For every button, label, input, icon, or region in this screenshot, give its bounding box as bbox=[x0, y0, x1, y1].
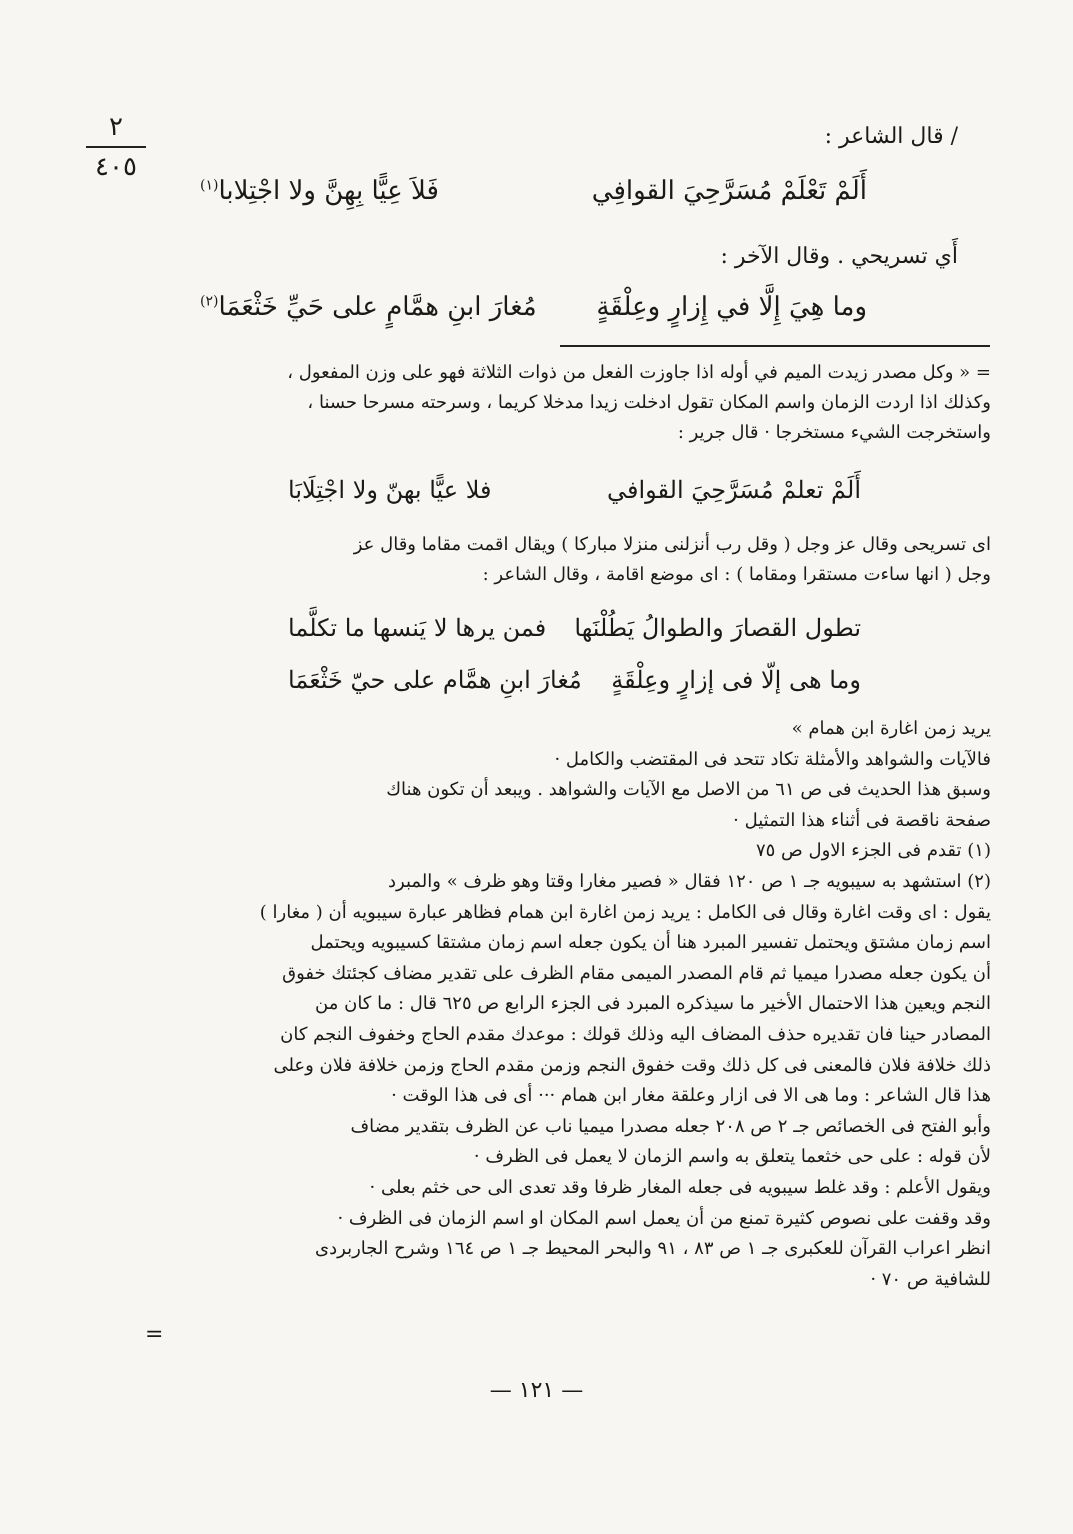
footnote-line: وقد وقفت على نصوص كثيرة تمنع من أن يعمل اسم المكان او اسم الزمان فى الظرف · bbox=[337, 1207, 991, 1229]
footnote-paragraph-2 bbox=[150, 530, 991, 590]
footnote-line: يريد زمن اغارة ابن همام » bbox=[791, 718, 991, 739]
footnote-verse-1-left: فلا عيًّا بهنّ ولا اجْتِلَابَا bbox=[288, 476, 492, 504]
footnote-line: وسبق هذا الحديث فى ص ٦١ من الاصل مع الآيات والشواهد . ويبعد أن تكون هناك bbox=[386, 779, 991, 801]
footnote-line: فالآيات والشواهد والأمثلة تكاد تتحد فى المقتضب والكامل · bbox=[554, 748, 991, 770]
footnote-line: المصادر حينا فان تقديره حذف المضاف اليه وذلك قولك : موعدك مقدم الحاج وخفوف النجم كان bbox=[280, 1023, 991, 1045]
footnote-line: لأن قوله : على حى خثعما يتعلق به واسم الزمان لا يعمل فى الظرف · bbox=[473, 1146, 991, 1168]
footnote-line: = « وكل مصدر زيدت الميم في أوله اذا جاوزت الفعل من ذوات الثلاثة فهو على وزن المفعول ، bbox=[287, 362, 991, 383]
footnote-verse-2-left: فمن يرها لا يَنسها ما تكلَّما bbox=[288, 614, 547, 642]
margin-fraction-rule bbox=[86, 146, 146, 148]
margin-page-reference bbox=[78, 112, 154, 182]
footnote-verse-3-right: وما هى إلّا فى إزارٍ وعِلْقَةٍ bbox=[611, 666, 861, 694]
footnote-line: النجم ويعين هذا الاحتمال الأخير ما سيذكره المبرد فى الجزء الرابع ص ٦٢٥ قال : ما كان من bbox=[315, 993, 991, 1015]
footnote-line: اى تسريحى وقال عز وجل ( وقل رب أنزلنى منزلا مباركا ) ويقال اقمت مقاما وقال عز bbox=[353, 534, 991, 555]
verse-1-note: (١) bbox=[200, 177, 219, 194]
footnote-line: (٢) استشهد به سيبويه جـ ١ ص ١٢٠ فقال « فصير مغارا وقتا وهو ظرف » والمبرد bbox=[388, 870, 991, 892]
verse-2-hemistich-left-wrap bbox=[200, 292, 537, 322]
transition-line: أَي تسريحي . وقال الآخر : bbox=[720, 244, 958, 269]
footnote-verse-2-right: تطول القصارَ والطوالُ يَطُلْنَها bbox=[574, 614, 861, 642]
footnote-verse-2 bbox=[288, 614, 861, 642]
footnote-line: للشافية ص ٧٠ · bbox=[870, 1268, 991, 1290]
footnote-line: يقول : اى وقت اغارة وقال فى الكامل : يريد زمن اغارة ابن همام فظاهر عبارة سيبويه أن ( مغارا ) bbox=[259, 901, 991, 923]
footnote-verse-3-left: مُغارَ ابنِ همَّام على حيّ خَثْعَمَا bbox=[288, 666, 582, 694]
footnote-paragraph-3 bbox=[150, 714, 991, 1295]
verse-1-hemistich-left-wrap bbox=[200, 176, 439, 206]
footnote-verse-1 bbox=[288, 476, 861, 504]
footnote-line: أن يكون جعله مصدرا ميميا ثم قام المصدر الميمى مقام الظرف على تقدير مضاف كجئتك خفوق bbox=[282, 962, 991, 984]
verse-1-hemistich-left: فَلاَ عِيًّا بِهِنَّ ولا اجْتِلابا bbox=[218, 176, 439, 206]
intro-line: / قال الشاعر : bbox=[824, 124, 958, 149]
page-number: — ١٢١ — bbox=[489, 1378, 584, 1403]
footnote-line: ويقول الأعلم : وقد غلط سيبويه فى جعله المغار ظرفا وقد تعدى الى حى خثم بعلى · bbox=[369, 1176, 991, 1198]
verse-2-hemistich-right: وما هِيَ إِلَّا في إِزارٍ وعِلْقَةٍ bbox=[596, 292, 867, 322]
verse-2-note: (٢) bbox=[200, 293, 219, 310]
footnote-line: هذا قال الشاعر : وما هى الا فى ازار وعلقة مغار ابن همام ··· أى فى هذا الوقت · bbox=[391, 1085, 991, 1107]
footnote-line: وكذلك اذا اردت الزمان واسم المكان تقول ادخلت زيدا مدخلا كريما ، وسرحته مسرحا حسنا ، bbox=[307, 392, 991, 413]
continuation-mark: = bbox=[145, 1322, 164, 1347]
verse-1-hemistich-right: أَلَمْ تَعْلَمْ مُسَرَّحِيَ القوافِي bbox=[591, 176, 867, 206]
footnote-line: وجل ( انها ساءت مستقرا ومقاما ) : اى موضع اقامة ، وقال الشاعر : bbox=[482, 564, 991, 585]
verse-1 bbox=[200, 176, 867, 206]
footnote-verse-1-right: أَلَمْ تعلمْ مُسَرَّحِيَ القوافي bbox=[606, 476, 861, 504]
margin-bottom-number: ٤٠٥ bbox=[95, 152, 137, 182]
footnote-line: ذلك خلافة فلان فالمعنى فى كل ذلك وقت خفوق النجم وزمن مقدم الحاج وزمن خلافة فلان وعلى bbox=[273, 1054, 991, 1076]
verse-2-hemistich-left: مُغارَ ابنِ همَّامٍ على حَيِّ خَثْعَمَا bbox=[218, 292, 537, 322]
footnote-paragraph-1 bbox=[150, 358, 991, 448]
footnote-line: انظر اعراب القرآن للعكبرى جـ ١ ص ٨٣ ، ٩١ والبحر المحيط جـ ١ ص ١٦٤ وشرح الجاربردى bbox=[315, 1238, 991, 1260]
margin-top-number: ٢ bbox=[109, 112, 123, 142]
footnote-divider bbox=[560, 345, 990, 347]
footnote-line: وأبو الفتح فى الخصائص جـ ٢ ص ٢٠٨ جعله مصدرا ميميا ناب عن الظرف بتقدير مضاف bbox=[350, 1115, 991, 1137]
footnote-line: صفحة ناقصة فى أثناء هذا التمثيل · bbox=[733, 809, 991, 831]
footnote-line: اسم زمان مشتق ويحتمل تفسير المبرد هنا أن يكون جعله اسم زمان مشتقا كسيبويه ويحتمل bbox=[310, 932, 991, 954]
verse-2 bbox=[200, 292, 867, 322]
footnote-line: (١) تقدم فى الجزء الاول ص ٧٥ bbox=[755, 840, 991, 862]
footnote-verse-3 bbox=[288, 666, 861, 694]
footnote-line: واستخرجت الشيء مستخرجا · قال جرير : bbox=[677, 422, 991, 443]
